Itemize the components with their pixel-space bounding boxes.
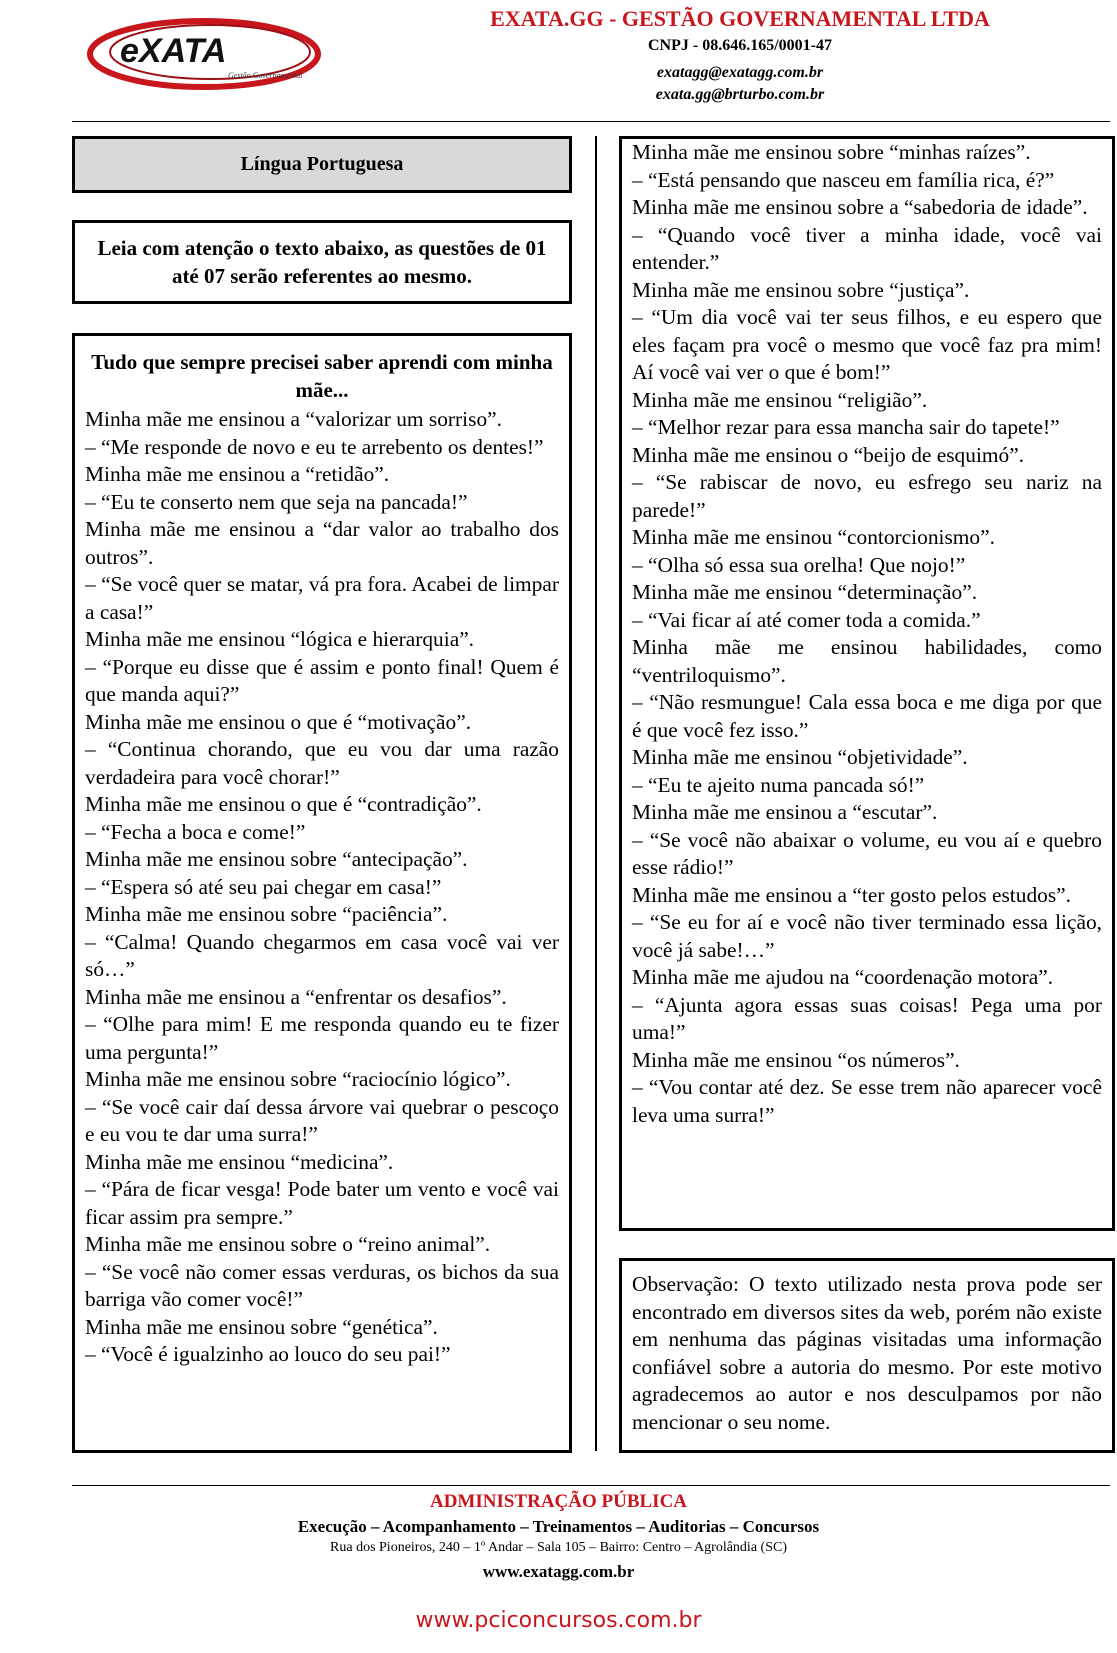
subject-title: Língua Portuguesa — [240, 153, 404, 175]
text-paragraph: – “Calma! Quando chegarmos em casa você vai ver só…” — [85, 929, 559, 981]
text-box-left — [72, 333, 572, 1453]
source-url[interactable]: www.pciconcursos.com.br — [415, 1608, 702, 1633]
text-paragraph: – “Se você não comer essas verduras, os bichos da sua barriga vão comer você!” — [85, 1259, 559, 1311]
observation-box — [619, 1258, 1115, 1453]
text-paragraph: Minha mãe me ensinou o que é “motivação”. — [85, 709, 472, 734]
text-paragraph: – “Está pensando que nasceu em família rica, é?” — [632, 167, 1055, 192]
text-paragraph: – “Melhor rezar para essa mancha sair do tapete!” — [632, 415, 1060, 439]
text-paragraph: Minha mãe me ensinou “contorcionismo”. — [632, 525, 995, 549]
text-paragraph: Minha mãe me ensinou o que é “contradição”. — [85, 792, 482, 816]
text-paragraph: – “Continua chorando, que eu vou dar uma razão verdadeira para você chorar!” — [85, 737, 559, 789]
text-paragraph: Minha mãe me ensinou sobre “raciocínio lógico”. — [85, 1067, 511, 1091]
text-title: Tudo que sempre precisei saber aprendi com minha mãe... — [91, 350, 553, 402]
footer-divider — [72, 1485, 1110, 1486]
text-paragraph: Minha mãe me ensinou o “beijo de esquimó”. — [632, 442, 1025, 467]
header-divider — [72, 121, 1110, 122]
footer-title: ADMINISTRAÇÃO PÚBLICA — [429, 1491, 688, 1512]
header-block — [440, 6, 1040, 106]
text-paragraph: – “Se rabiscar de novo, eu esfrego seu nariz na parede!” — [632, 470, 1102, 522]
observation-text: Observação: O texto utilizado nesta prova pode ser encontrado em diversos sites da web, porém não existe em nenhuma das páginas visitadas uma informação confiável sobre a autoria do mesmo. Por este motivo agradecemos ao autor e nos desculpamos por não mencionar o seu nome. — [632, 1272, 1102, 1434]
text-paragraph: – “Vai ficar aí até comer toda a comida.” — [632, 607, 981, 632]
text-paragraph: Minha mãe me ensinou a “dar valor ao trabalho dos outros”. — [85, 517, 559, 569]
text-paragraph: Minha mãe me ensinou “medicina”. — [85, 1149, 394, 1174]
email-primary[interactable]: exatagg@exatagg.com.br — [656, 64, 824, 81]
text-paragraph: Minha mãe me ensinou sobre “antecipação”. — [85, 847, 468, 871]
company-name: EXATA.GG - GESTÃO GOVERNAMENTAL LTDA — [490, 6, 990, 31]
text-paragraph: Minha mãe me ensinou “determinação”. — [632, 580, 978, 604]
text-paragraph: Minha mãe me ensinou “objetividade”. — [632, 745, 968, 769]
text-paragraph: Minha mãe me ajudou na “coordenação motora”. — [632, 965, 1054, 989]
logo-wordmark: eXATA — [120, 32, 227, 70]
column-divider — [595, 136, 597, 1451]
text-paragraph: – “Um dia você vai ter seus filhos, e eu espero que eles façam pra você o mesmo que você faz pra mim! Aí você vai ver o que é bom!” — [632, 305, 1102, 384]
text-paragraph: Minha mãe me ensinou a “retidão”. — [85, 462, 390, 486]
text-paragraph: – “Ajunta agora essas suas coisas! Pega uma por uma!” — [632, 992, 1102, 1044]
logo-tagline: Gestão Governamental — [228, 71, 303, 80]
text-paragraph: – “Não resmungue! Cala essa boca e me diga por que é que você fez isso.” — [632, 690, 1102, 742]
text-paragraph: – “Se você quer se matar, vá pra fora. Acabei de limpar a casa!” — [85, 572, 559, 624]
text-paragraph: – “Se eu for aí e você não tiver terminado essa lição, você já sabe!…” — [632, 910, 1102, 962]
text-paragraph: Minha mãe me ensinou a “valorizar um sorriso”. — [85, 407, 502, 431]
text-paragraph: Minha mãe me ensinou “lógica e hierarquia”. — [85, 627, 475, 651]
email-secondary[interactable]: exata.gg@brturbo.com.br — [655, 86, 825, 103]
text-paragraph: Minha mãe me ensinou a “enfrentar os desafios”. — [85, 984, 507, 1009]
text-paragraph: Minha mãe me ensinou sobre a “sabedoria de idade”. — [632, 195, 1088, 219]
text-left-paragraphs — [85, 406, 559, 1369]
instructions-text: Leia com atenção o texto abaixo, as questões de 01 até 07 serão referentes ao mesmo. — [97, 236, 547, 288]
text-paragraph: – “Olhe para mim! E me responda quando eu te fizer uma pergunta!” — [85, 1012, 559, 1064]
text-paragraph: – “Fecha a boca e come!” — [85, 819, 306, 844]
instructions-box — [72, 220, 572, 304]
text-paragraph: Minha mãe me ensinou a “ter gosto pelos estudos”. — [632, 882, 1071, 907]
text-paragraph: – “Você é igualzinho ao louco do seu pai!” — [85, 1342, 451, 1366]
text-paragraph: – “Se você não abaixar o volume, eu vou aí e quebro esse rádio!” — [632, 827, 1102, 879]
text-paragraph: Minha mãe me ensinou habilidades, como “ventriloquismo”. — [632, 635, 1102, 687]
footer-address: Rua dos Pioneiros, 240 – 1º Andar – Sala 105 – Bairro: Centro – Agrolândia (SC) — [330, 1540, 787, 1555]
text-right-paragraphs — [632, 139, 1102, 1129]
footer-services: Execução – Acompanhamento – Treinamentos – Auditorias – Concursos — [297, 1517, 820, 1536]
text-paragraph: Minha mãe me ensinou sobre “paciência”. — [85, 902, 448, 926]
text-paragraph: Minha mãe me ensinou sobre o “reino animal”. — [85, 1232, 491, 1256]
text-paragraph: Minha mãe me ensinou “religião”. — [632, 387, 928, 412]
company-logo — [86, 18, 326, 90]
text-paragraph: – “Vou contar até dez. Se esse trem não aparecer você leva uma surra!” — [632, 1075, 1102, 1127]
text-paragraph: – “Me responde de novo e eu te arrebento os dentes!” — [85, 434, 544, 459]
logo-graphic — [86, 18, 326, 90]
subject-box — [72, 136, 572, 193]
text-paragraph: Minha mãe me ensinou sobre “justiça”. — [632, 277, 970, 302]
company-cnpj: CNPJ - 08.646.165/0001-47 — [648, 37, 832, 54]
text-paragraph: Minha mãe me ensinou sobre “genética”. — [85, 1314, 438, 1339]
text-paragraph: – “Porque eu disse que é assim e ponto final! Quem é que manda aqui?” — [85, 654, 559, 706]
text-paragraph: – “Quando você tiver a minha idade, você vai entender.” — [632, 222, 1102, 274]
text-paragraph: – “Se você cair daí dessa árvore vai quebrar o pescoço e eu vou te dar uma surra!” — [85, 1094, 559, 1146]
text-paragraph: – “Eu te ajeito numa pancada só!” — [632, 772, 925, 797]
text-paragraph: – “Espera só até seu pai chegar em casa!” — [85, 874, 442, 899]
text-paragraph: Minha mãe me ensinou sobre “minhas raízes”. — [632, 140, 1031, 164]
text-paragraph: – “Eu te conserto nem que seja na pancada!” — [85, 489, 468, 514]
text-paragraph: Minha mãe me ensinou “os números”. — [632, 1047, 960, 1072]
text-paragraph: Minha mãe me ensinou a “escutar”. — [632, 800, 938, 824]
text-paragraph: – “Pára de ficar vesga! Pode bater um vento e você vai ficar assim pra sempre.” — [85, 1177, 559, 1229]
text-paragraph: – “Olha só essa sua orelha! Que nojo!” — [632, 552, 966, 577]
footer-website[interactable]: www.exatagg.com.br — [482, 1562, 635, 1581]
text-box-right — [619, 136, 1115, 1231]
